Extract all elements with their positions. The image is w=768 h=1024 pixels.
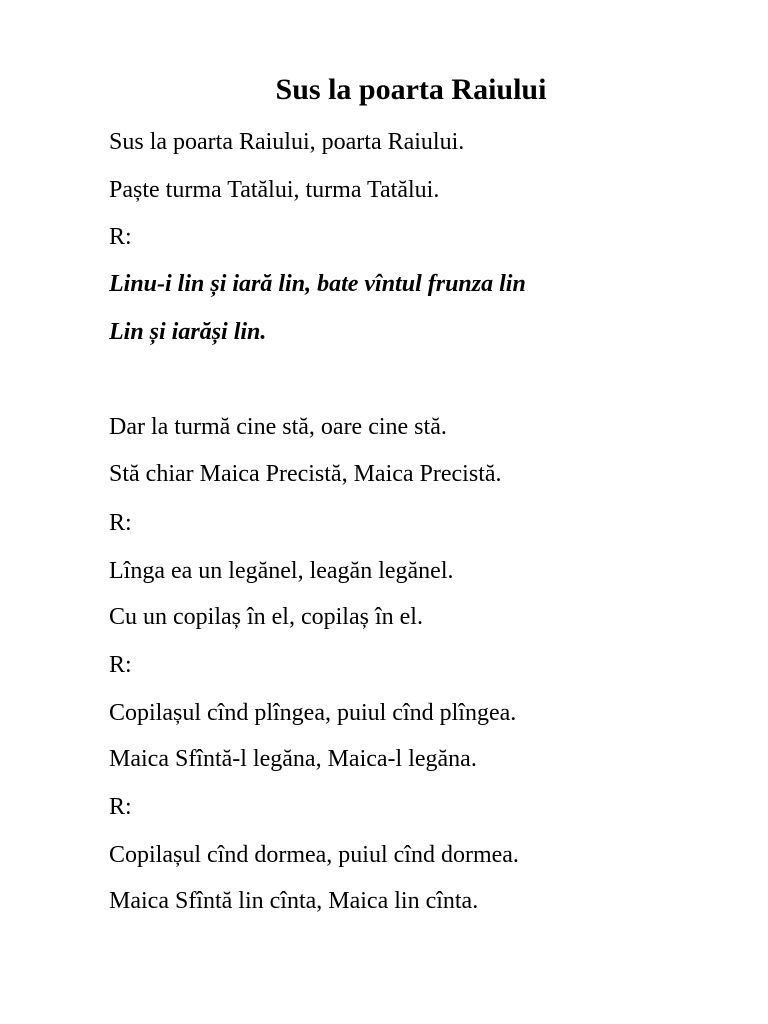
verse-4-line-1: Copilașul cînd plîngea, puiul cînd plîngea. [109,700,517,726]
song-title: Sus la poarta Raiului [275,73,547,106]
refrain-marker: R: [109,794,132,820]
verse-3-line-1: Lînga ea un legănel, leagăn legănel. [109,558,454,584]
verse-1-line-2: Paște turma Tatălui, turma Tatălui. [109,177,440,203]
verse-3-line-2: Cu un copilaș în el, copilaș în el. [109,604,423,630]
verse-5-line-1: Copilașul cînd dormea, puiul cînd dormea. [109,842,519,868]
verse-2-line-1: Dar la turmă cine stă, oare cine stă. [109,414,447,440]
refrain-marker: R: [109,510,132,536]
verse-1-line-1: Sus la poarta Raiului, poarta Raiului. [109,129,465,155]
refrain-marker: R: [109,224,132,250]
verse-4-line-2: Maica Sfîntă-l legăna, Maica-l legăna. [109,746,477,772]
refrain-marker: R: [109,652,132,678]
refrain-line-1: Linu-i lin și iară lin, bate vîntul frunza lin [109,271,526,297]
verse-5-line-2: Maica Sfîntă lin cînta, Maica lin cînta. [109,888,479,914]
refrain-line-2: Lin și iarăși lin. [109,319,267,345]
verse-2-line-2: Stă chiar Maica Precistă, Maica Precistă. [109,461,502,487]
